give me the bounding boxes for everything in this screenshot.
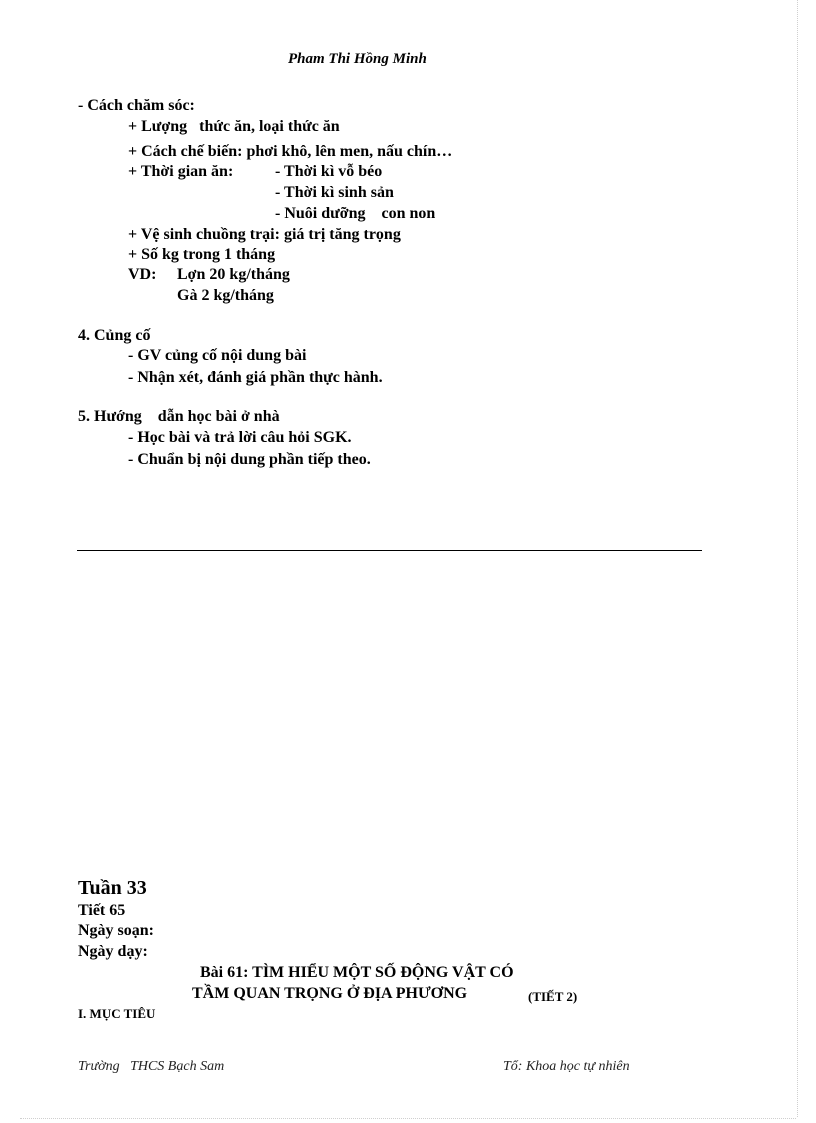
lesson-title-part: (TIẾT 2) [528,989,578,1004]
lesson-title-line1: Bài 61: TÌM HIỂU MỘT SỐ ĐỘNG VẬT CÓ [200,964,514,981]
footer-school: Trường THCS Bạch Sam [78,1059,225,1074]
care-item-amount: + Lượng thức ăn, loại thức ăn [128,118,340,135]
example-chicken: Gà 2 kg/tháng [177,287,274,304]
date-taught: Ngày dạy: [78,943,148,960]
period-raising-young: - Nuôi dưỡng con non [275,205,436,222]
lesson-title-line2: TẦM QUAN TRỌNG Ở ĐỊA PHƯƠNG [192,985,468,1002]
date-prepared: Ngày soạn: [78,922,155,939]
period-fattening: - Thời kì vỗ béo [275,163,383,180]
period-label: Tiết 65 [78,902,126,919]
care-item-kg: + Số kg trong 1 tháng [128,246,276,263]
care-item-feeding-time: + Thời gian ăn: [128,163,234,180]
example-pig: Lợn 20 kg/tháng [177,266,290,283]
care-item-hygiene: + Vệ sinh chuồng trại: giá trị tăng trọng [128,226,401,243]
section5-item: - Chuẩn bị nội dung phần tiếp theo. [128,451,371,468]
author-header: Pham Thi Hồng Minh [288,51,427,67]
section4-item: - Nhận xét, đánh giá phần thực hành. [128,369,383,386]
horizontal-divider [77,550,702,551]
page-bottom-border [20,1118,796,1119]
care-item-processing: + Cách chế biến: phơi khô, lên men, nấu chín… [128,143,453,160]
section4-item: - GV củng cố nội dung bài [128,347,307,364]
footer-department: Tổ: Khoa học tự nhiên [503,1059,630,1074]
page-right-border [797,0,798,1117]
care-heading: - Cách chăm sóc: [78,97,195,114]
objective-heading: I. MỤC TIÊU [78,1006,156,1021]
section5-item: - Học bài và trả lời câu hỏi SGK. [128,429,352,446]
section5-title: 5. Hướng dẫn học bài ở nhà [78,408,280,425]
period-breeding: - Thời kì sinh sản [275,184,394,201]
example-label: VD: [128,266,157,283]
section4-title: 4. Củng cố [78,327,151,344]
week-label: Tuần 33 [78,877,147,899]
